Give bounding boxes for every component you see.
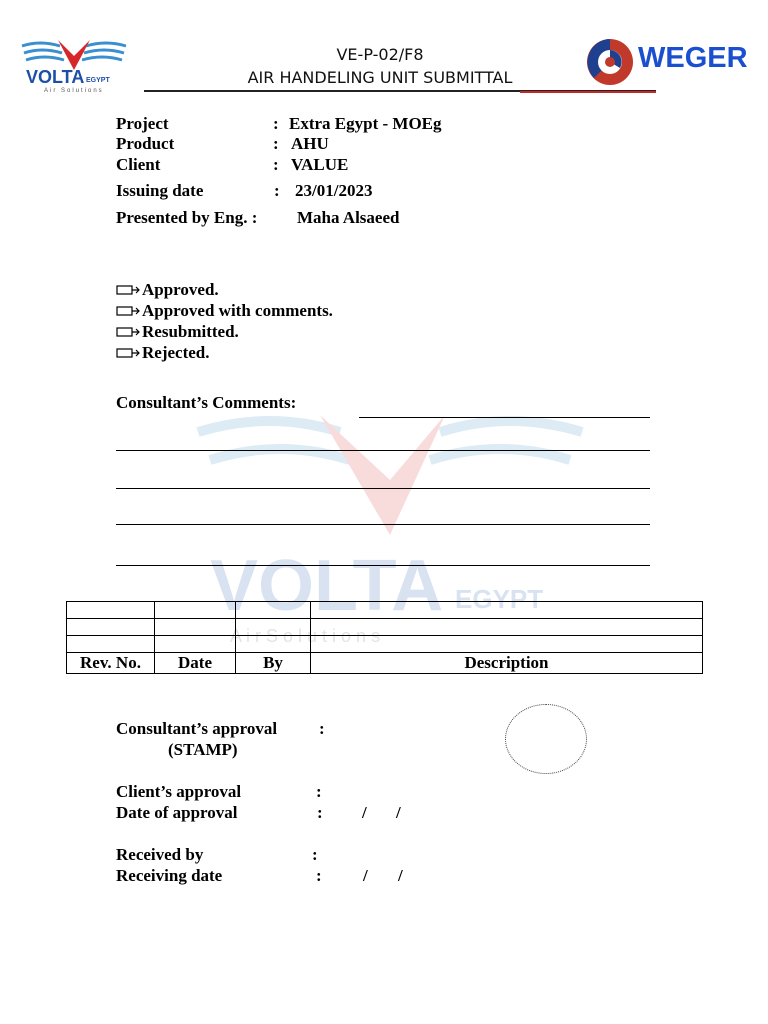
table-cell[interactable] [236,619,311,636]
table-cell[interactable] [311,619,703,636]
status-rejected[interactable] [116,343,333,364]
status-resubmitted[interactable] [116,322,333,343]
status-options [116,280,333,364]
comment-line[interactable] [116,524,650,525]
status-approved[interactable] [116,280,333,301]
presented-by-value: Maha Alsaeed [297,208,400,227]
status-label: Approved. [142,280,219,299]
description-header: Description [311,653,703,674]
table-cell[interactable] [155,636,236,653]
table-row [67,636,703,653]
arrow-box-icon [116,284,142,296]
date-header: Date [155,653,236,674]
watermark-tagline: A i r S o l u t i o n s [230,626,381,646]
status-label: Approved with comments. [142,301,333,320]
arrow-box-icon [116,326,142,338]
comment-line[interactable] [116,565,650,566]
consultant-approval-colon: : [319,719,325,738]
table-cell[interactable] [155,619,236,636]
issuing-date-label: Issuing date [116,181,204,200]
product-value: AHU [291,134,329,153]
project-label: Project [116,114,169,133]
client-approval-label: Client’s approval [116,782,242,801]
doc-title: AIR HANDELING UNIT SUBMITTAL [247,68,513,87]
status-approved-with-comments[interactable] [116,301,333,322]
received-by-label: Received by [116,845,204,864]
header-rule-accent [520,91,656,93]
doc-code: VE-P-02/F8 [336,45,424,64]
watermark-text: VOLTA [210,546,444,626]
receiving-date-label: Receiving date [116,866,223,885]
receiving-date-colon: : [316,866,322,885]
date-of-approval-colon: : [317,803,323,822]
table-cell[interactable] [311,636,703,653]
watermark-sub: EGYPT [455,584,544,614]
client-approval-colon: : [316,782,322,801]
comments-label: Consultant’s Comments: [116,393,297,412]
status-label: Resubmitted. [142,322,239,341]
client-value: VALUE [291,155,349,174]
receiving-date-slash: / [363,866,368,885]
table-header-row [67,653,703,674]
by-header: By [236,653,311,674]
table-cell[interactable] [311,602,703,619]
volta-logo-sub: EGYPT [86,77,110,84]
table-cell[interactable] [67,636,155,653]
table-cell[interactable] [155,602,236,619]
stamp-label: (STAMP) [168,740,238,759]
receiving-date-slash: / [398,866,403,885]
issuing-date-value: 23/01/2023 [295,181,373,200]
volta-logo-text: VOLTA [26,67,85,87]
volta-logo [20,38,128,96]
consultant-approval-label: Consultant’s approval [116,719,278,738]
date-slash: / [362,803,367,822]
client-sep: : [273,155,279,174]
product-label: Product [116,134,175,153]
received-by-colon: : [312,845,318,864]
table-row [67,619,703,636]
comment-line[interactable] [116,450,650,451]
table-cell[interactable] [67,602,155,619]
table-cell[interactable] [67,619,155,636]
revision-table [66,601,703,674]
comment-line[interactable] [116,488,650,489]
client-label: Client [116,155,161,174]
project-value: Extra Egypt - MOEg [289,114,442,133]
weger-logo [586,36,756,90]
issuing-date-sep: : [274,181,280,200]
weger-logo-text: WEGER [638,42,748,74]
arrow-box-icon [116,305,142,317]
date-of-approval-label: Date of approval [116,803,238,822]
presented-by-label: Presented by Eng. : [116,208,258,227]
status-label: Rejected. [142,343,210,362]
project-sep: : [273,114,279,133]
comment-line[interactable] [359,417,650,418]
arrow-box-icon [116,347,142,359]
table-row [67,602,703,619]
table-cell[interactable] [236,636,311,653]
rev-no-header: Rev. No. [67,653,155,674]
table-cell[interactable] [236,602,311,619]
product-sep: : [273,134,279,153]
volta-logo-tagline: Air Solutions [44,88,104,94]
date-slash: / [396,803,401,822]
stamp-area[interactable] [505,704,587,774]
